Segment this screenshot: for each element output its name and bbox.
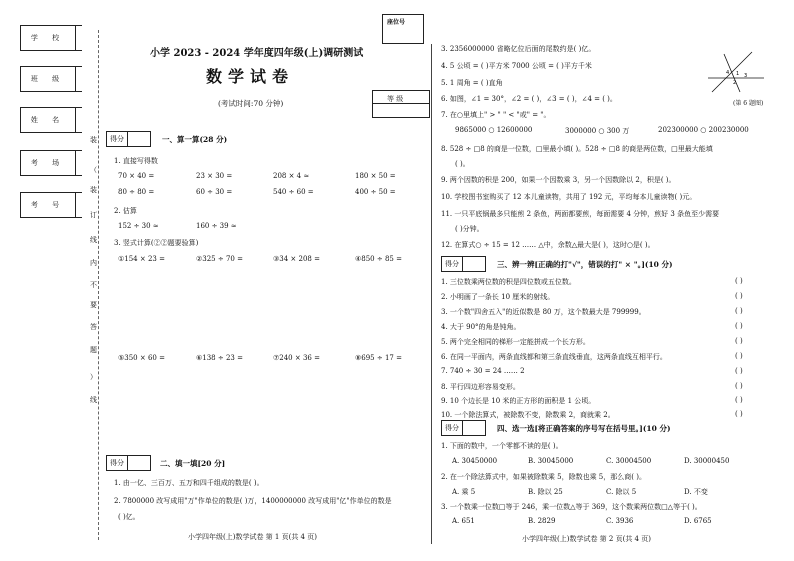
choice-option: C. 30004500 [606, 457, 652, 465]
svg-text:4: 4 [726, 70, 730, 76]
question: 4. 5 公顷 = ( )平方米 7000 公顷 = ( )平方千米 [441, 62, 592, 70]
compare-item: 202300000 ○ 200230000 [658, 126, 749, 134]
question: 3. 2356000000 省略亿位后面的尾数约是( )亿。 [441, 45, 596, 53]
score-box [441, 420, 486, 436]
choice-option: D. 30000450 [684, 457, 730, 465]
choice-option: B. 除以 25 [528, 488, 563, 496]
score-box [441, 256, 486, 272]
section-title-fill: 二、填一填[20 分] [160, 459, 226, 468]
oral-item: 23 × 30 = [196, 172, 233, 180]
exam-subject: 数学试卷 [206, 67, 295, 86]
page-footer: 小学四年级(上)数学试卷 第 2 页(共 4 页) [522, 535, 651, 543]
side-write-3 [75, 150, 82, 176]
sub-estimate: 2. 估算 [114, 207, 137, 215]
question: 11. 一只平底锅最多只能煎 2 条鱼，两面都要煎，每面需要 4 分钟，煎好 3 条鱼至少需要 [441, 210, 720, 218]
question: 10. 学校图书室购买了 12 本儿童读物，共用了 192 元，平均每本儿童读物( )元。 [441, 193, 697, 201]
binding-char: 内 [90, 259, 97, 267]
figure-caption: (第 6 题图) [733, 100, 764, 107]
choice-option: A. 乘 5 [452, 488, 476, 496]
judge-item: 3. 一个数"四舍五入"的近似数是 80 万，这个数最大是 799999。 [441, 308, 646, 316]
choice-option: D. 6765 [684, 517, 712, 525]
grade-label: 等 级 [387, 95, 404, 103]
answer-paren: ( ) [735, 337, 743, 345]
score-label: 得分 [442, 421, 463, 435]
question: 12. 在算式○ ÷ 15 = 12 …… △中，余数△最大是( )，这时○是( )。 [441, 241, 655, 249]
oral-item: 180 × 50 = [355, 172, 396, 180]
answer-paren: ( ) [735, 367, 743, 375]
oral-item: 80 ÷ 80 = [118, 188, 155, 196]
score-label: 得分 [107, 132, 128, 146]
side-cell-school: 学 校 [20, 25, 76, 51]
svg-text:3: 3 [744, 73, 748, 79]
section-title-choice: 四、选一选[将正确答案的序号写在括号里。](10 分) [497, 424, 671, 433]
exam-time: (考试时间:70 分钟) [218, 99, 284, 108]
choice-question: 3. 一个数乘一位数□等于 246，乘一位数△等于 369，这个数乘两位数□△等于( )。 [441, 503, 702, 511]
answer-paren: ( ) [735, 352, 743, 360]
binding-line [98, 30, 99, 540]
binding-char: 不 [90, 281, 97, 289]
oral-item: 208 × 4 ≈ [273, 172, 310, 180]
judge-item: 6. 在同一平面内，两条直线都和第三条直线垂直，这两条直线互相平行。 [441, 353, 667, 361]
page-divider [431, 44, 432, 544]
choice-option: A. 30450000 [452, 457, 498, 465]
vertical-item: ⑤350 × 60 = [118, 354, 165, 362]
vertical-item: ②325 ÷ 70 = [196, 255, 243, 263]
judge-item: 8. 平行四边形容易变形。 [441, 383, 520, 391]
vertical-item: ⑥138 ÷ 23 = [196, 354, 243, 362]
oral-item: 60 ÷ 30 = [196, 188, 233, 196]
sub-vertical: 3. 竖式计算(②②题要验算) [114, 239, 199, 247]
fill-question: 1. 由一亿、三百万、五万和四千组成的数是( )。 [114, 479, 264, 487]
score-box [106, 131, 151, 147]
side-write-0 [75, 25, 82, 51]
fill-question: ( )亿。 [118, 513, 140, 521]
side-write-1 [75, 66, 82, 92]
question: 6. 如图，∠1 = 30°，∠2 = ( )，∠3 = ( )，∠4 = ( )。 [441, 95, 617, 103]
choice-option: A. 651 [452, 517, 475, 525]
binding-char: 订 [90, 211, 97, 219]
svg-text:1: 1 [736, 71, 740, 77]
choice-question: 2. 在一个除法算式中，如果被除数乘 5，除数也乘 5，那么商( )。 [441, 473, 646, 481]
answer-paren: ( ) [735, 410, 743, 418]
choice-option: C. 3936 [606, 517, 634, 525]
choice-option: C. 除以 5 [606, 488, 637, 496]
binding-char: 线 [90, 236, 97, 244]
question: ( )分钟。 [455, 225, 484, 233]
compare-item: 3000000 ○ 300 万 [565, 127, 630, 135]
answer-paren: ( ) [735, 382, 743, 390]
binding-char: 题 [90, 346, 97, 354]
oral-item: 70 × 40 = [118, 172, 155, 180]
binding-char: 装 [90, 186, 97, 194]
choice-question: 1. 下面的数中，一个零都不读的是( )。 [441, 442, 563, 450]
choice-option: D. 不变 [684, 488, 708, 496]
side-cell-exam-room: 考 场 [20, 150, 76, 176]
judge-item: 1. 三位数乘两位数的积是四位数或五位数。 [441, 278, 576, 286]
oral-item: 540 ÷ 60 = [273, 188, 314, 196]
side-write-4 [75, 192, 82, 218]
judge-item: 5. 两个完全相同的梯形一定能拼成一个长方形。 [441, 338, 590, 346]
answer-paren: ( ) [735, 307, 743, 315]
binding-char: 线 [90, 396, 97, 404]
estimate-item: 152 ÷ 30 ≈ [118, 222, 159, 230]
score-label: 得分 [107, 456, 128, 470]
judge-item: 2. 小明画了一条长 10 厘米的射线。 [441, 293, 555, 301]
score-box [106, 455, 151, 471]
seat-number-label: 座位号 [387, 19, 406, 26]
judge-item: 4. 大于 90°的角是钝角。 [441, 323, 521, 331]
vertical-item: ⑧695 ÷ 17 = [355, 354, 402, 362]
side-write-2 [75, 107, 82, 133]
angle-figure [700, 48, 770, 96]
choice-option: B. 30045000 [528, 457, 574, 465]
vertical-item: ④850 ÷ 85 = [355, 255, 402, 263]
answer-paren: ( ) [735, 322, 743, 330]
binding-char: ） [90, 373, 97, 381]
section-title-judge: 三、辨一辨[正确的打"√"，错误的打" × "。](10 分) [497, 260, 673, 269]
section-title-calc: 一、算一算(28 分) [162, 135, 228, 144]
binding-char: 答 [90, 323, 97, 331]
question: ( )。 [455, 160, 470, 168]
compare-item: 9865000 ○ 12600000 [455, 126, 533, 134]
estimate-item: 160 ÷ 39 ≈ [196, 222, 237, 230]
side-cell-exam-number: 考 号 [20, 192, 76, 218]
choice-option: B. 2829 [528, 517, 556, 525]
answer-paren: ( ) [735, 396, 743, 404]
grade-box [372, 90, 430, 118]
question: 9. 两个因数的积是 200，如果一个因数乘 3，另一个因数除以 2，积是( )。 [441, 176, 676, 184]
binding-char: 要 [90, 301, 97, 309]
judge-item: 9. 10 个边长是 10 米的正方形的面积是 1 公顷。 [441, 397, 596, 405]
page-footer: 小学四年级(上)数学试卷 第 1 页(共 4 页) [188, 533, 317, 541]
vertical-item: ①154 × 23 = [118, 255, 165, 263]
svg-text:2: 2 [733, 80, 737, 86]
vertical-item: ⑦240 × 36 = [273, 354, 320, 362]
judge-item: 10. 一个除法算式，被除数不变，除数乘 2，商就乘 2。 [441, 411, 615, 419]
answer-paren: ( ) [735, 292, 743, 300]
seat-number-box [382, 14, 424, 44]
question: 7. 在○里填上" > " " < "或" = "。 [441, 111, 551, 119]
oral-item: 400 ÷ 50 = [355, 188, 396, 196]
binding-char: 装 [90, 136, 97, 144]
score-label: 得分 [442, 257, 463, 271]
question: 5. 1 周角 = ( )直角 [441, 79, 503, 87]
side-cell-class: 班 级 [20, 66, 76, 92]
judge-item: 7. 740 ÷ 30 = 24 …… 2 [441, 367, 525, 375]
sub-oral: 1. 直接写得数 [114, 157, 158, 165]
fill-question: 2. 7800000 改写成用"万"作单位的数是( )万，1400000000 改写成用"亿"作单位的数是 [114, 497, 392, 505]
vertical-item: ③34 × 208 = [273, 255, 320, 263]
question: 8. 528 ÷ □8 的商是一位数，□里最小填( )。528 ÷ □8 的商是两位数，□里最大能填 [441, 145, 713, 153]
side-cell-name: 姓 名 [20, 107, 76, 133]
exam-title: 小学 2023 - 2024 学年度四年级(上)调研测试 [150, 48, 364, 59]
binding-char: （ [90, 166, 97, 174]
answer-paren: ( ) [735, 277, 743, 285]
